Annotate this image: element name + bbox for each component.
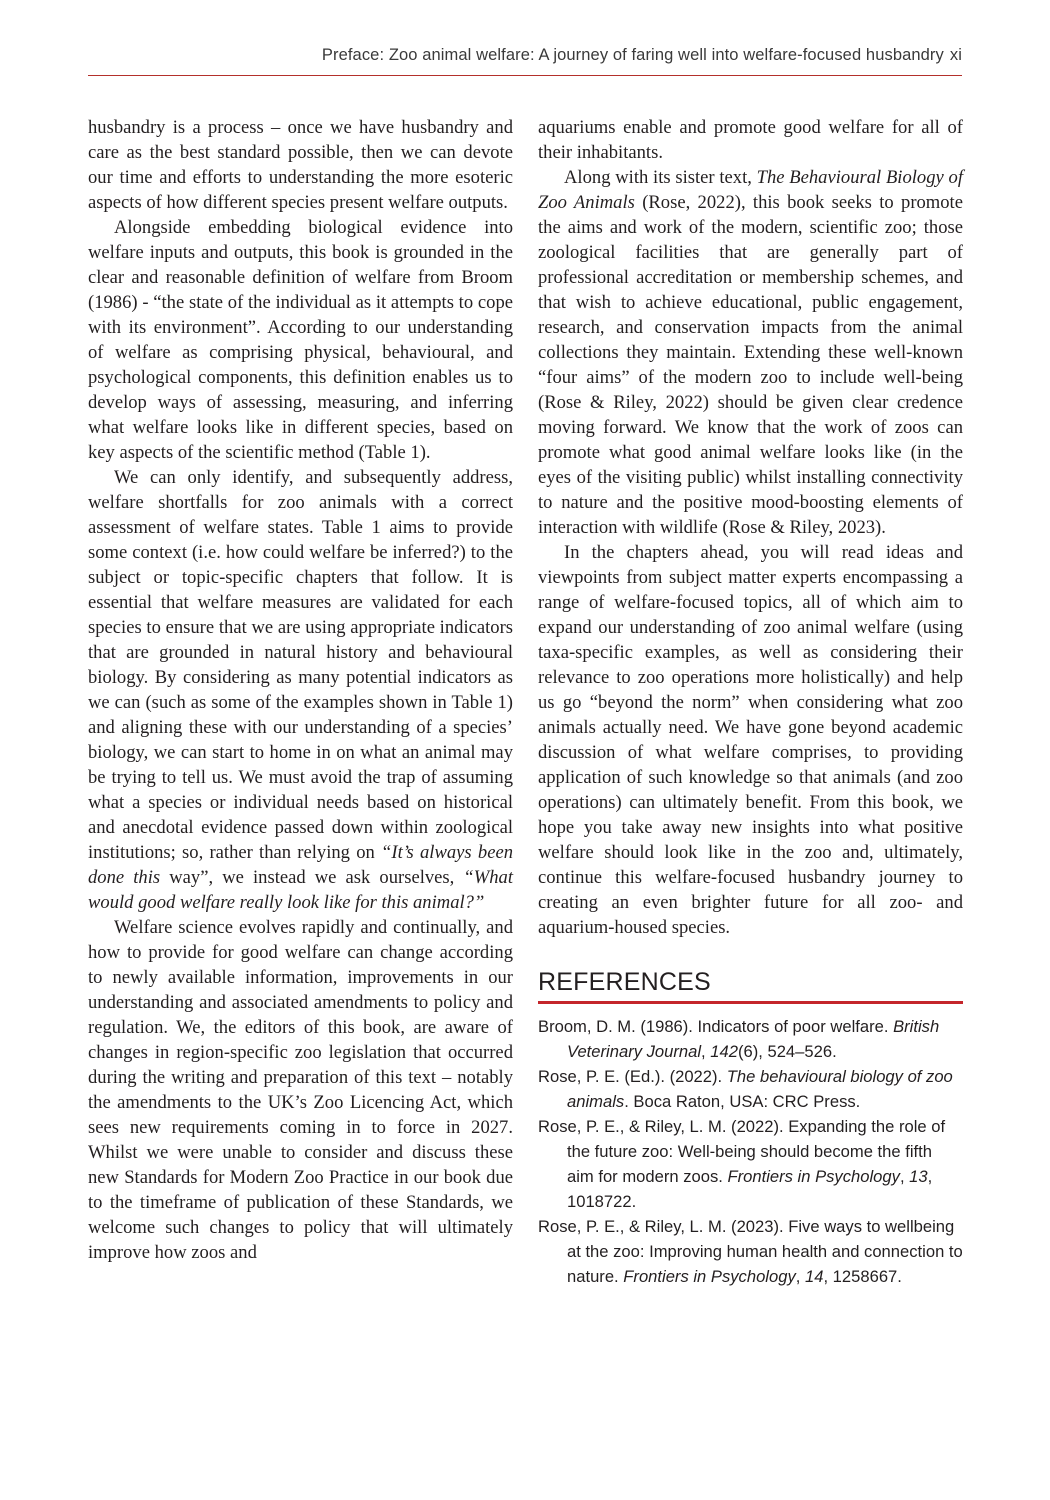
reference-text: , (701, 1042, 711, 1061)
left-column (88, 115, 513, 1265)
reference-journal: Frontiers in Psychology (727, 1167, 900, 1186)
left-paragraph-4: Welfare science evolves rapidly and continually, and how to provide for good welfare can change according to newly available information, improvements in our understanding and associated amendments to policy and regulation. We, the editors of this book, are aware of changes in region-specific zoo legislation that occurred during the writing and preparation of this text – notably the amendments to the UK’s Zoo Licencing Act, which sees new requirements coming in to force in 2027. Whilst we were unable to consider and discuss these new Standards for Modern Zoo Practice in our book due to the timeframe of publication of these Standards, we welcome such changes to policy that will ultimately improve how zoos and (88, 917, 513, 1263)
reference-volume: 142 (710, 1042, 738, 1061)
reference-item (538, 1214, 963, 1289)
left-paragraph-3 (88, 465, 513, 915)
header-rule (88, 75, 962, 76)
left-paragraph-3-text-b: way”, we instead we ask ourselves, (160, 867, 464, 888)
right-paragraph-3: In the chapters ahead, you will read ideas and viewpoints from subject matter experts encompassing a range of welfare-focused topics, all of which aim to expand our understanding of zoo animal welfare (using taxa-specific examples, as well as considering their relevance to zoo operations more holistically) and help us go “beyond the norm” when considering what zoo animals actually need. We have gone beyond academic discussion of what welfare comprises, to providing application of such knowledge so that animals (and zoo operations) can ultimately benefit. From this book, we hope you take away new insights into what positive welfare should look like in the zoo and, ultimately, continue this welfare-focused husbandry journey to creating an even brighter future for all zoo- and aquarium-housed species. (538, 542, 963, 938)
left-paragraph-1: husbandry is a process – once we have husbandry and care as the best standard possible, then we can devote our time and efforts to understanding the more esoteric aspects of how different species present welfare outputs. (88, 117, 513, 213)
reference-text: , 1018722. (567, 1167, 933, 1211)
reference-item (538, 1064, 963, 1114)
reference-journal: Frontiers in Psychology (623, 1267, 796, 1286)
sister-text-title: The Behavioural Biology of Zoo Animals (538, 167, 963, 213)
reference-text: , (795, 1267, 805, 1286)
right-paragraph-2-text-b: (Rose, 2022), this book seeks to promote the aims and work of the modern, scientific zoo; those zoological facilities that are generally part of professional accreditation or membership schemes, and that wish to achieve educational, public engagement, research, and conservation impacts from the animal collections they maintain. Extending these well-known “four aims” of the modern zoo to include well-being (Rose & Riley, 2022) should be given clear credence moving forward. We know that the work of zoos can promote what good animal welfare looks like (in the eyes of the visiting public) whilst installing connectivity to nature and the positive mood-boosting elements of interaction with wildlife (Rose & Riley, 2023). (538, 192, 963, 538)
reference-text: Rose, P. E. (Ed.). (2022). (538, 1067, 727, 1086)
references-heading: REFERENCES (538, 968, 711, 996)
references-list (538, 1014, 963, 1289)
quote-what-would-good-welfare: “What would good welfare really look like for this animal?” (88, 867, 513, 913)
reference-item (538, 1014, 963, 1064)
reference-text: (6), 524–526. (737, 1042, 837, 1061)
reference-text: , 1258667. (823, 1267, 902, 1286)
running-title: Preface: Zoo animal welfare: A journey of faring well into welfare-focused husbandry (321, 46, 944, 64)
right-paragraph-2 (538, 165, 963, 540)
reference-volume: 14 (804, 1267, 824, 1286)
right-column (538, 115, 963, 1289)
reference-text: Broom, D. M. (1986). Indicators of poor welfare. (538, 1017, 894, 1036)
quote-always-been-done: “It’s always been done this (88, 842, 513, 888)
page-number: xi (949, 46, 962, 64)
right-paragraph-1: aquariums enable and promote good welfare for all of their inhabitants. (538, 117, 963, 163)
right-paragraph-2-text-a: Along with its sister text, (564, 167, 757, 188)
reference-volume: 13 (909, 1167, 928, 1186)
references-rule (538, 1001, 963, 1004)
reference-text: Rose, P. E., & Riley, L. M. (2023). Five ways to wellbeing at the zoo: Improving human health and connection to nature. (538, 1217, 963, 1286)
reference-text: , (899, 1167, 910, 1186)
reference-text: Rose, P. E., & Riley, L. M. (2022). Expanding the role of the future zoo: Well-being should become the fifth aim for modern zoos. (538, 1117, 946, 1186)
left-paragraph-3-text-a: We can only identify, and subsequently address, welfare shortfalls for zoo animals with a correct assessment of welfare states. Table 1 aims to provide some context (i.e. how could welfare be inferred?) to the subject or topic-specific chapters that follow. It is essential that welfare measures are validated for each species to ensure that we are using appropriate indicators that are grounded in natural history and behavioural biology. By considering as many potential indicators as we can (such as some of the examples shown in Table 1) and aligning these with our understanding of a species’ biology, we can start to home in on what an animal may be trying to tell us. We must avoid the trap of assuming what a species or individual needs based on historical and anecdotal evidence passed down within zoological institutions; so, rather than relying on (88, 467, 513, 863)
reference-journal: British Veterinary Journal (567, 1017, 940, 1061)
reference-item (538, 1114, 963, 1214)
running-header (88, 46, 962, 65)
reference-book-title: The behavioural biology of zoo animals (567, 1067, 953, 1111)
reference-text: . Boca Raton, USA: CRC Press. (624, 1092, 861, 1111)
left-paragraph-2: Alongside embedding biological evidence into welfare inputs and outputs, this book is grounded in the clear and reasonable definition of welfare from Broom (1986) - “the state of the individual as it attempts to cope with its environment”. According to our understanding of welfare as comprising physical, behavioural, and psychological components, this definition enables us to develop ways of assessing, measuring, and inferring what welfare looks like in different species, based on key aspects of the scientific method (Table 1). (88, 217, 513, 463)
